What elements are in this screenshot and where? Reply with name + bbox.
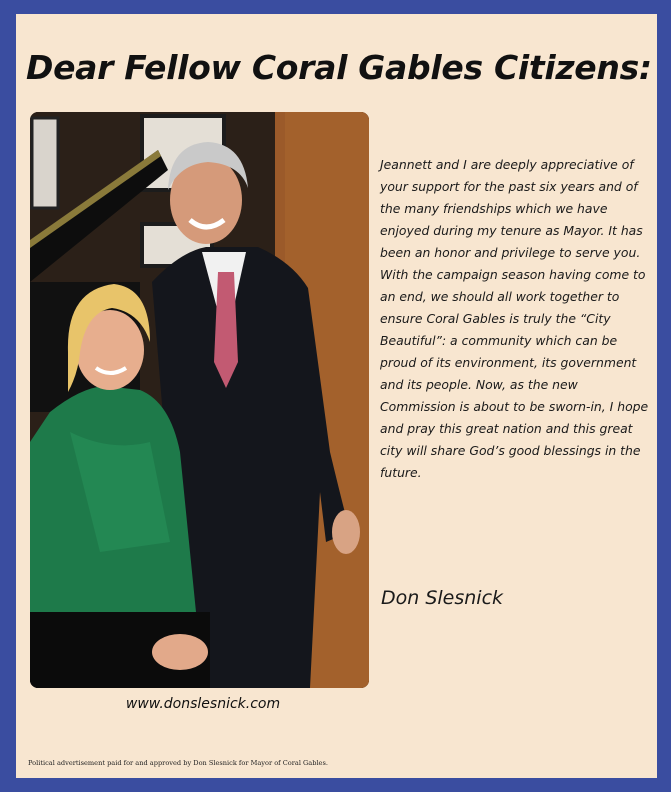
website-link[interactable]: www.donslesnick.com — [125, 696, 281, 712]
letter-body: Jeannett and I are deeply appreciative of your support for the past six years and of the many friendships which we have enjoyed during my tenure as Mayor. It has been an honor and privilege to serve you. With the campaign season having come to an end, we should all work together to ensure Coral Gables is truly the “City Beautiful”: a community which can be proud of its environment, its government and its people. Now, as the new Commission is about to be sworn-in, I hope and pray this great nation and this great city will share God’s good blessings in the future. — [380, 157, 649, 480]
disclaimer: Political advertisement paid for and approved by Don Slesnick for Mayor of Coral Gables. — [28, 759, 328, 767]
signature: Don Slesnick — [381, 587, 504, 609]
portrait-photo — [30, 112, 369, 688]
ad-panel — [16, 14, 657, 778]
headline: Dear Fellow Coral Gables Citizens: — [26, 48, 652, 87]
